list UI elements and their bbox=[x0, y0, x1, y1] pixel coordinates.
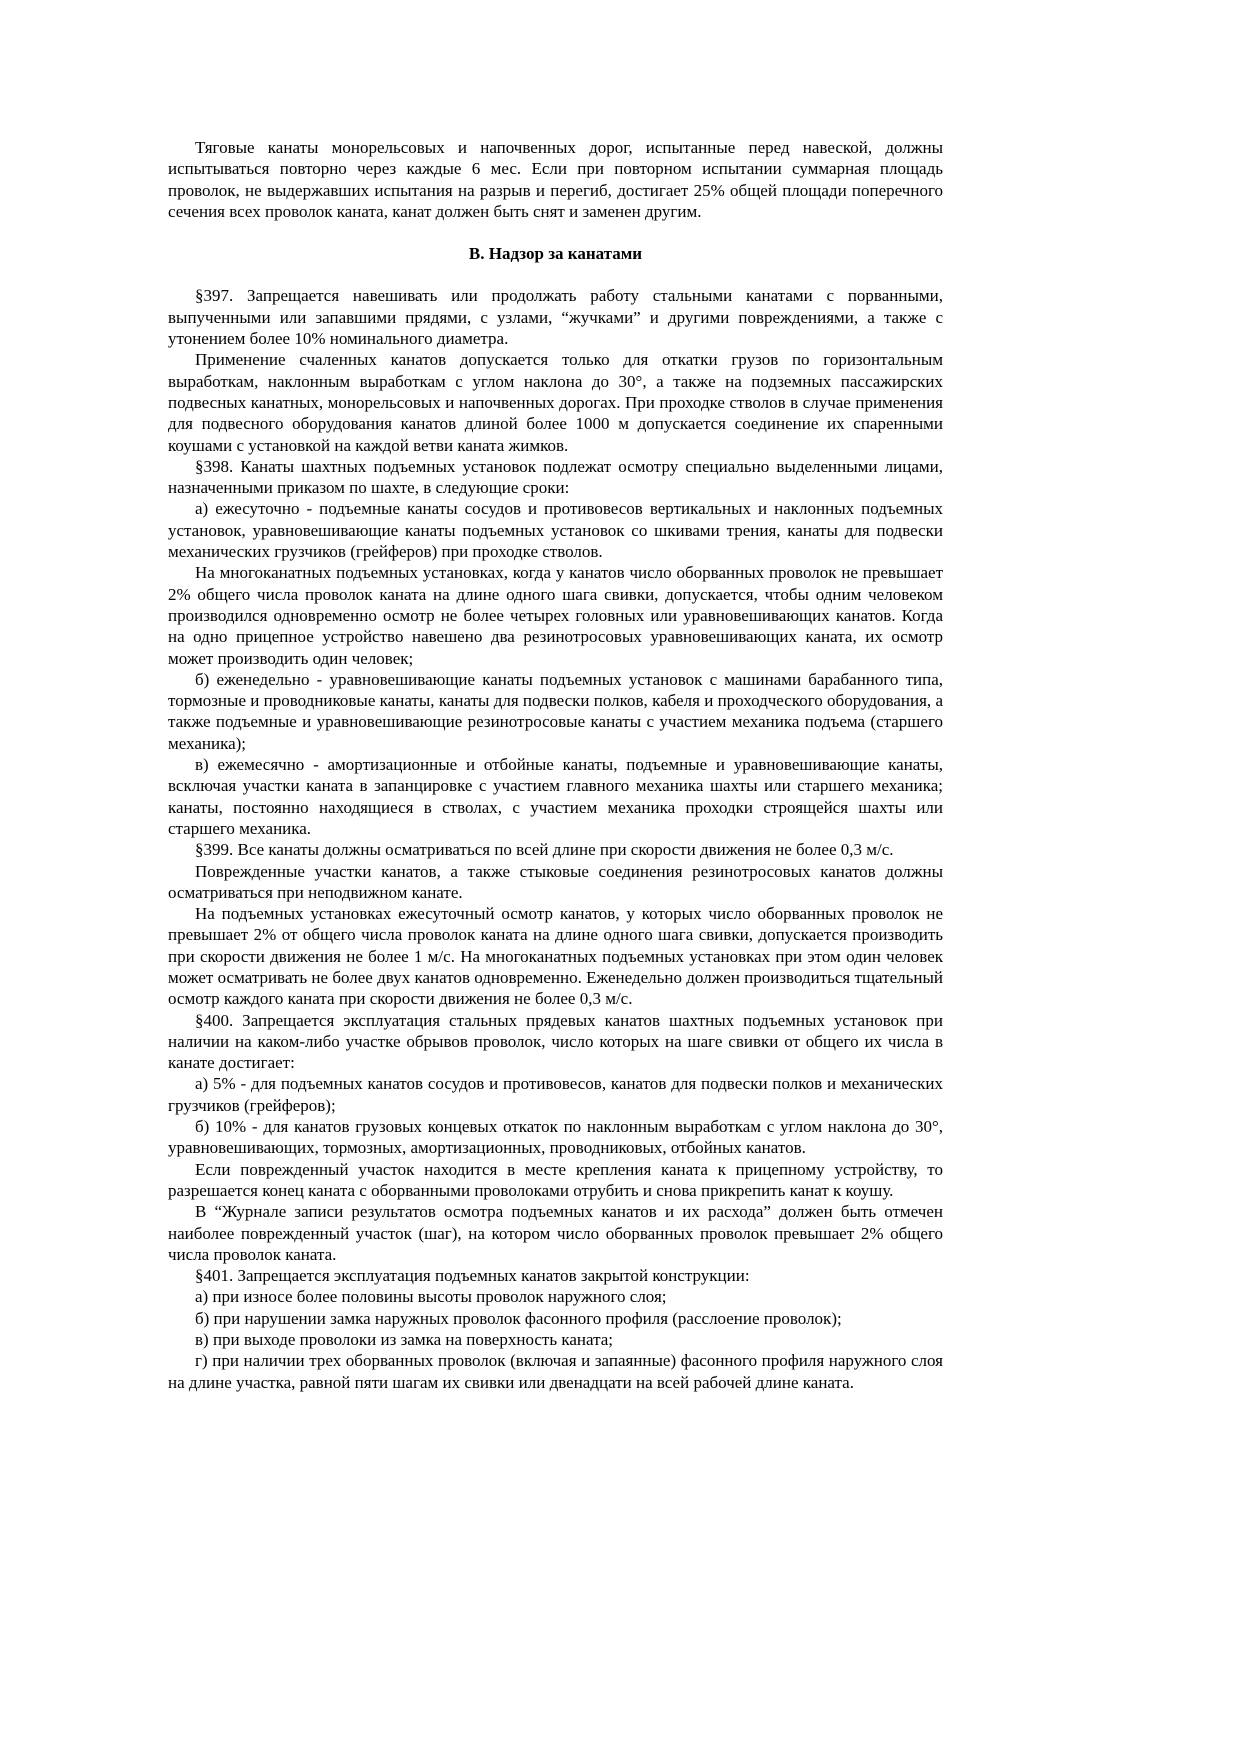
paragraph-399: §399. Все канаты должны осматриваться по всей длине при скорости движения не более 0,3 м/с. bbox=[195, 840, 894, 860]
paragraph-intro: Тяговые канаты монорельсовых и напочвенных дорог, испытанные перед навеской, должны испытываться повторно через каждые 6 мес. Если при повторном испытании суммарная площадь проволок, не выдержавших испытания на разрыв и перегиб, достигает 25% общей площади поперечного сечения всех проволок каната, канат должен быть снят и заменен другим. bbox=[168, 138, 943, 221]
paragraph-398: §398. Канаты шахтных подъемных установок подлежат осмотру специально выделенными лицами, назначенными приказом по шахте, в следующие сроки: bbox=[168, 456, 943, 498]
paragraph-401: §401. Запрещается эксплуатация подъемных канатов закрытой конструкции: bbox=[195, 1266, 750, 1286]
paragraph-401-item-g: г) при наличии трех оборванных проволок (включая и запаянные) фасонного профиля наружного слоя на длине участка, равной пяти шагам их свивки или двенадцати на всей рабочей длине каната. bbox=[168, 1351, 943, 1392]
paragraph-401-item-b: б) при нарушении замка наружных проволок фасонного профиля (расслоение проволок); bbox=[195, 1308, 842, 1328]
paragraph-397: §397. Запрещается навешивать или продолжать работу стальными канатами с порванными, выпученными или запавшими прядями, с узлами, “жучками” и другими повреждениями, а также с утонением более 10% номинального диаметра. bbox=[168, 286, 943, 349]
paragraph-398-item-v: в) ежемесячно - амортизационные и отбойные канаты, подъемные и уравновешивающие канаты, всключая участки каната в запанцировке с участием главного механика шахты или старшего механика; канаты, постоянно находящиеся в стволах, с участием механика проходки строящейся шахты или старшего механика. bbox=[168, 755, 943, 838]
paragraph-400-continued-2: В “Журнале записи результатов осмотра подъемных канатов и их расхода” должен быть отмечен наиболее поврежденный участок (шаг), на котором число оборванных проволок превышает 2% общего числа проволок каната. bbox=[168, 1202, 943, 1264]
paragraph-401-item-a: а) при износе более половины высоты проволок наружного слоя; bbox=[195, 1287, 667, 1307]
paragraph-401-item-v: в) при выходе проволоки из замка на поверхность каната; bbox=[195, 1330, 614, 1350]
paragraph-400: §400. Запрещается эксплуатация стальных прядевых канатов шахтных подъемных установок при наличии на каком-либо участке обрывов проволок, число которых на шаге свивки от общего их числа в канате достигает: bbox=[168, 1010, 943, 1073]
paragraph-400-item-b: б) 10% - для канатов грузовых концевых откаток по наклонным выработкам с углом наклона до 30°, уравновешивающих, тормозных, амортизационных, проводниковых, отбойных канатов. bbox=[168, 1117, 943, 1158]
paragraph-400-item-a: а) 5% - для подъемных канатов сосудов и противовесов, канатов для подвески полков и механических грузчиков (грейферов); bbox=[168, 1074, 943, 1115]
paragraph-397-continued: Применение счаленных канатов допускается только для откатки грузов по горизонтальным выработкам, наклонным выработкам с углом наклона до 30°, а также на подземных пассажирских подвесных канатных, монорельсовых и напочвенных дорогах. При проходке стволов в случае применения для подвесного оборудования канатов длиной более 1000 м допускается соединение их спаренными коушами с установкой на каждой ветви каната жимков. bbox=[168, 350, 943, 455]
paragraph-398-item-a: а) ежесуточно - подъемные канаты сосудов и противовесов вертикальных и наклонных подъемных установок, уравновешивающие канаты подъемных установок со шкивами трения, канаты для подвески механических грузчиков (грейферов) при проходке стволов. bbox=[168, 499, 943, 562]
paragraph-400-continued-1: Если поврежденный участок находится в месте крепления каната к прицепному устройству, то разрешается конец каната с оборванными проволоками отрубить и снова прикрепить канат к коушу. bbox=[168, 1159, 943, 1200]
section-heading-nadzor-za-kanatami: В. Надзор за канатами bbox=[468, 244, 643, 264]
paragraph-398-item-a-continued: На многоканатных подъемных установках, когда у канатов число оборванных проволок не превышает 2% общего числа проволок каната на длине одного шага свивки, допускается, чтобы одним человеком производился одновременно осмотр не более четырех головных или уравновешивающих канатов. Когда на одно прицепное устройство навешено два резинотросовых уравновешивающих каната, их осмотр может производить один человек; bbox=[168, 563, 943, 668]
paragraph-398-item-b: б) еженедельно - уравновешивающие канаты подъемных установок с машинами барабанного типа, тормозные и проводниковые канаты, канаты для подвески полков, кабеля и проходческого оборудования, а также подъемные и уравновешивающие резинотросовые канаты с участием механика подъема (старшего механика); bbox=[168, 669, 943, 753]
paragraph-399-continued-2: На подъемных установках ежесуточный осмотр канатов, у которых число оборванных проволок не превышает 2% от общего числа проволок каната на длине одного шага свивки, допускается производить при скорости движения не более 1 м/с. На многоканатных подъемных установках при этом один человек может осматривать не более двух канатов одновременно. Еженедельно должен производиться тщательный осмотр каждого каната при скорости движения не более 0,3 м/с. bbox=[168, 904, 943, 1009]
paragraph-399-continued-1: Поврежденные участки канатов, а также стыковые соединения резинотросовых канатов должны осматриваться при неподвижном канате. bbox=[168, 861, 943, 902]
